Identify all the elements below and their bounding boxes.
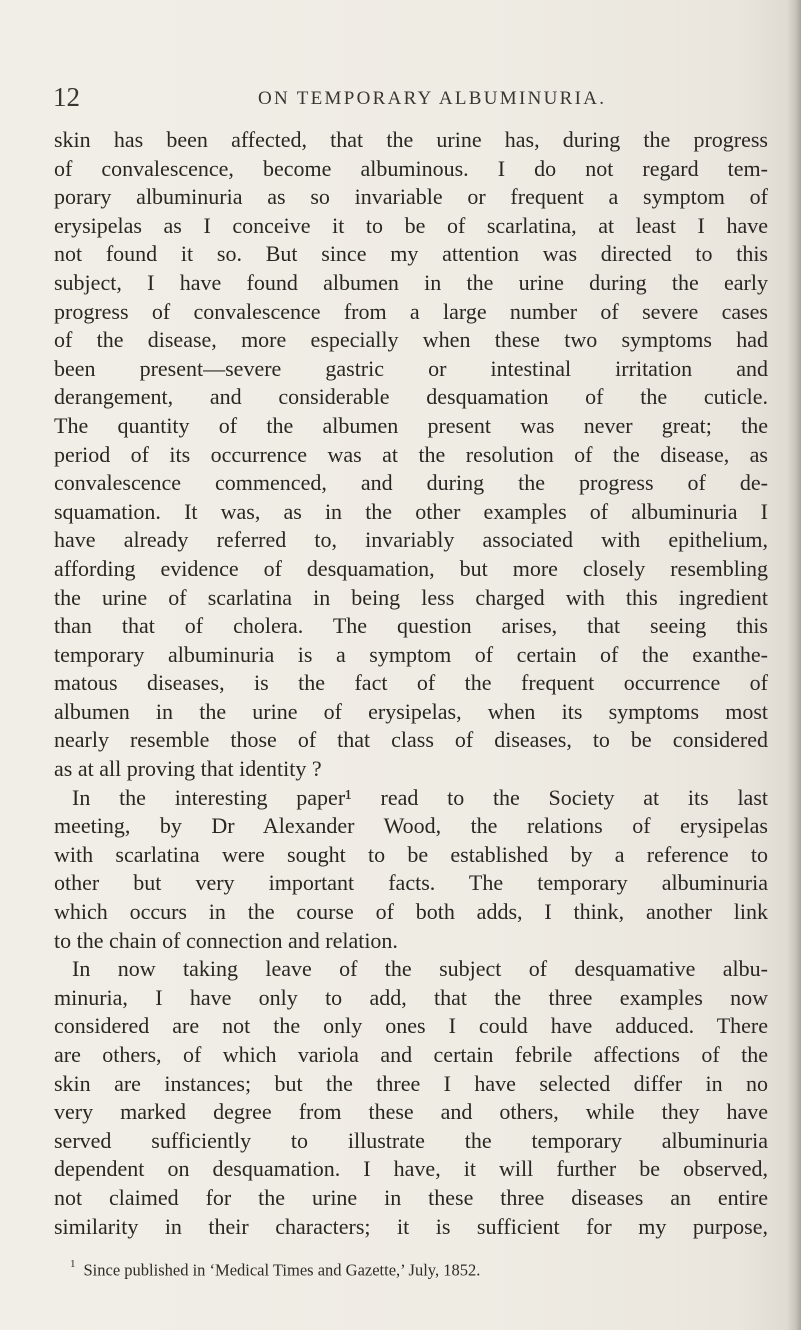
- body-text: [54, 126, 768, 1241]
- text-line: skin has been affected, that the urine has, during the progress: [54, 127, 768, 152]
- footnote-marker: 1: [70, 1258, 76, 1270]
- text-line: served sufficiently to illustrate the temporary albuminuria: [54, 1127, 768, 1153]
- text-line: as at all proving that identity ?: [54, 756, 322, 782]
- text-line: temporary albuminuria is a symptom of certain of the exanthe-: [54, 641, 768, 667]
- text-line: been present—severe gastric or intestinal irritation and: [54, 355, 768, 381]
- text-line: to the chain of connection and relation.: [54, 927, 398, 953]
- text-line: meeting, by Dr Alexander Wood, the relations of erysipelas: [54, 813, 768, 839]
- text-line: not found it so. But since my attention was directed to this: [54, 241, 768, 267]
- text-line: dependent on desquamation. I have, it will further be observed,: [54, 1156, 768, 1182]
- page-edge-shadow: [787, 0, 801, 1330]
- text-line: other but very important facts. The temporary albuminuria: [54, 870, 768, 896]
- text-line: matous diseases, is the fact of the frequent occurrence of: [54, 670, 768, 696]
- text-line: porary albuminuria as so invariable or frequent a symptom of: [54, 184, 768, 210]
- text-line: convalescence commenced, and during the progress of de-: [54, 470, 768, 496]
- text-line: of the disease, more especially when these two symptoms had: [54, 327, 768, 353]
- text-line: period of its occurrence was at the resolution of the disease, as: [54, 441, 768, 467]
- page-number: 12: [53, 82, 80, 112]
- text-line: the urine of scarlatina in being less charged with this ingredient: [54, 584, 768, 610]
- text-line: have already referred to, invariably associated with epithelium,: [54, 527, 768, 553]
- footnote: [70, 1260, 480, 1281]
- text-line: progress of convalescence from a large number of severe cases: [54, 298, 768, 324]
- text-line: In now taking leave of the subject of desquamative albu-: [72, 956, 768, 982]
- text-line: In the interesting paper¹ read to the Society at its last: [72, 784, 768, 810]
- text-line: are others, of which variola and certain febrile affections of the: [54, 1042, 768, 1067]
- running-head: ON TEMPORARY ALBUMINURIA.: [258, 88, 607, 109]
- text-line: than that of cholera. The question arises, that seeing this: [54, 613, 768, 639]
- text-line: nearly resemble those of that class of diseases, to be considered: [54, 727, 768, 753]
- text-line: considered are not the only ones I could have adduced. There: [54, 1013, 768, 1039]
- text-line: which occurs in the course of both adds, I think, another link: [54, 899, 768, 925]
- text-line: minuria, I have only to add, that the three examples now: [54, 984, 768, 1010]
- text-line: albumen in the urine of erysipelas, when its symptoms most: [54, 698, 768, 724]
- text-line: erysipelas as I conceive it to be of scarlatina, at least I have: [54, 212, 768, 238]
- text-line: derangement, and considerable desquamation of the cuticle.: [54, 384, 768, 410]
- text-line: not claimed for the urine in these three diseases an entire: [54, 1184, 768, 1210]
- text-line: skin are instances; but the three I have selected differ in no: [54, 1070, 768, 1096]
- footnote-text: Since published in ‘Medical Times and Gazette,’ July, 1852.: [83, 1260, 481, 1280]
- text-line: very marked degree from these and others, while they have: [54, 1099, 768, 1125]
- text-line: The quantity of the albumen present was never great; the: [54, 412, 768, 438]
- text-line: similarity in their characters; it is sufficient for my purpose,: [54, 1213, 768, 1239]
- text-line: affording evidence of desquamation, but more closely resembling: [54, 555, 768, 581]
- text-line: squamation. It was, as in the other examples of albuminuria I: [54, 498, 768, 524]
- text-line: of convalescence, become albuminous. I do not regard tem-: [54, 155, 768, 181]
- text-line: subject, I have found albumen in the urine during the early: [54, 269, 768, 295]
- text-line: with scarlatina were sought to be established by a reference to: [54, 841, 768, 867]
